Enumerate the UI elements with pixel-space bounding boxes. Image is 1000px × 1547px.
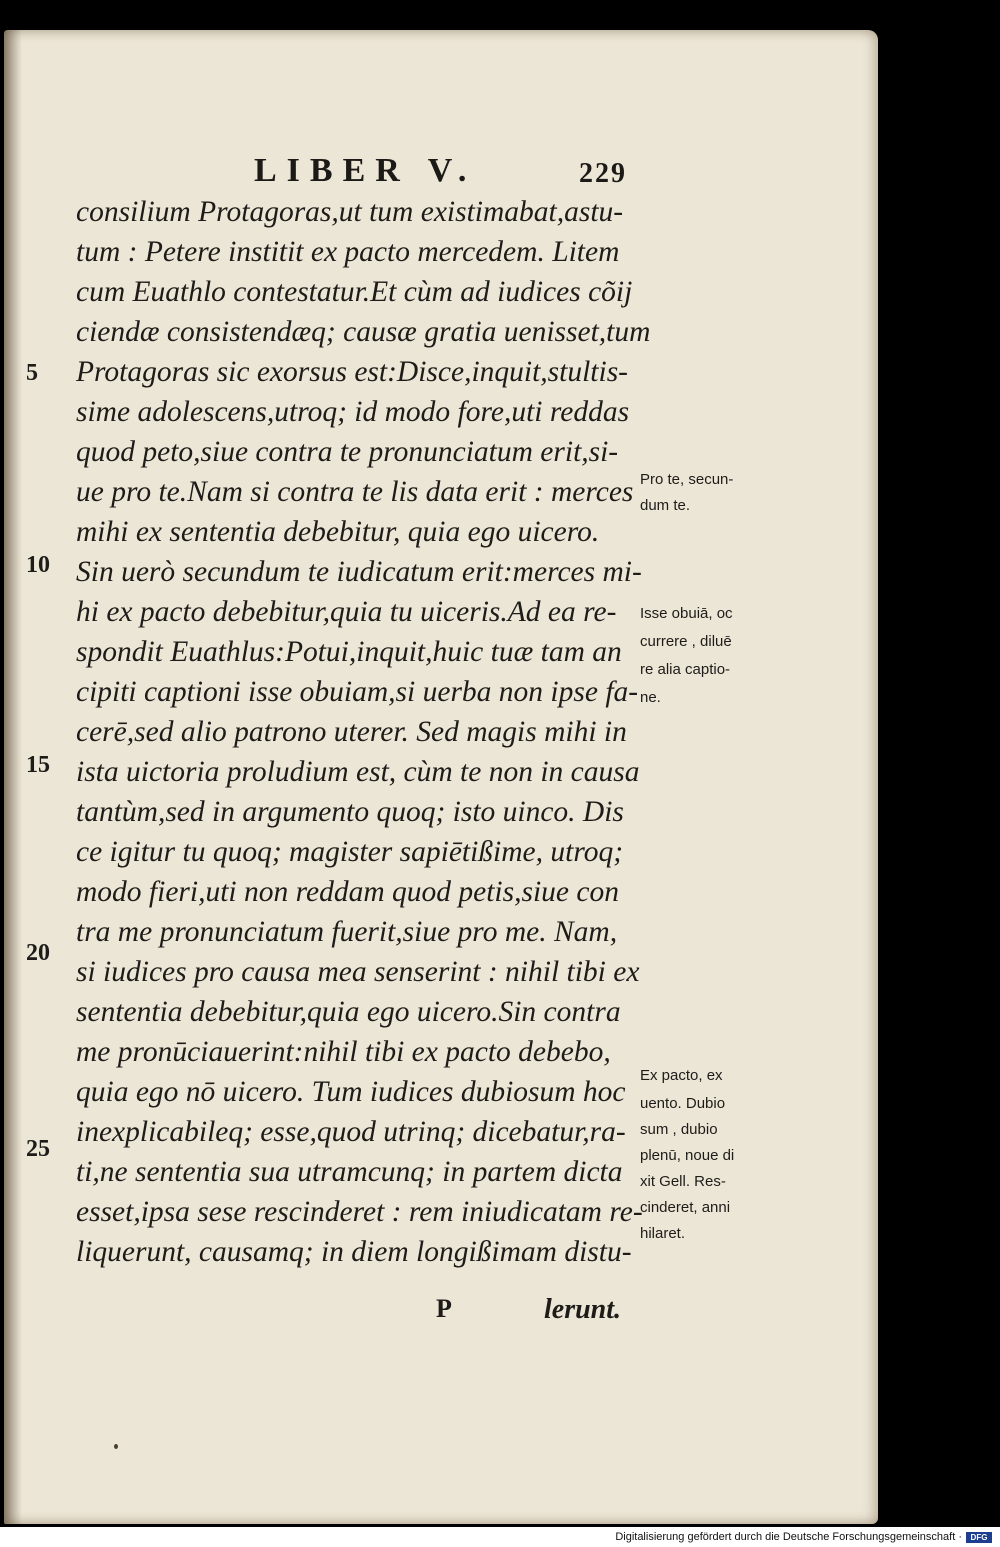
margin-note-line: plenū, noue di [640,1147,735,1164]
book-page [4,30,878,1524]
text-line: ue pro te.Nam si contra te lis data erit : merces [76,476,634,508]
text-line: cerē,sed alio patrono uterer. Sed magis mihi in [76,716,627,748]
margin-note-line: uento. Dubio [640,1095,726,1112]
text-line: consilium Protagoras,ut tum existimabat,astu- [76,196,624,228]
line-number: 20 [26,940,50,966]
text-line: me pronūciauerint:nihil tibi ex pacto debebo, [76,1036,611,1068]
margin-note-line: Pro te, secun- [640,471,734,488]
gutter-shadow [4,30,22,1524]
margin-note-line: xit Gell. Res- [640,1173,726,1190]
margin-note-line: re alia captio- [640,661,731,678]
running-head: LIBER V. [254,152,477,189]
line-number: 5 [26,360,38,386]
text-line: ce igitur tu quoq; magister sapiētißime, utroq; [76,836,624,868]
margin-note-line: dum te. [640,497,691,514]
text-line: sententia debebitur,quia ego uicero.Sin contra [76,996,621,1028]
footer-credit: Digitalisierung gefördert durch die Deutsche Forschungsgemeinschaft · [615,1531,962,1543]
ink-speck [114,1444,118,1449]
text-line: mihi ex sententia debebitur, quia ego uicero. [76,516,600,548]
text-line: Protagoras sic exorsus est:Disce,inquit,stultis- [76,356,629,388]
text-line: quod peto,siue contra te pronunciatum erit,si- [76,436,619,468]
text-line: liquerunt, causamq; in diem longißimam distu- [76,1236,632,1268]
text-line: cum Euathlo contestatur.Et cùm ad iudices cõij [76,276,633,308]
margin-note-line: currere , diluē [640,633,732,650]
line-number: 15 [26,752,50,778]
margin-note-line: Isse obuiā, oc [640,605,733,622]
text-line: ti,ne sententia sua utramcunq; in partem dicta [76,1156,623,1188]
text-line: inexplicabileq; esse,quod utrinq; dicebatur,ra- [76,1116,626,1148]
margin-note-line: hilaret. [640,1225,686,1242]
line-number: 25 [26,1136,50,1162]
text-line: quia ego nō uicero. Tum iudices dubiosum hoc [76,1076,626,1108]
text-line: modo fieri,uti non reddam quod petis,siue con [76,876,619,908]
text-line: spondit Euathlus:Potui,inquit,huic tuæ tam an [76,636,622,668]
dfg-logo-icon: DFG [966,1532,992,1543]
text-line: tra me pronunciatum fuerit,siue pro me. Nam, [76,916,618,948]
catchword: lerunt. [544,1294,622,1325]
line-number: 10 [26,552,50,578]
margin-note-line: Ex pacto, ex [640,1067,723,1084]
text-line: si iudices pro causa mea senserint : nihil tibi ex [76,956,640,988]
text-line: esset,ipsa sese rescinderet : rem iniudicatam re- [76,1196,643,1228]
signature-mark: P [436,1294,452,1323]
page-number: 229 [579,158,627,189]
footer-bar [0,1527,1000,1547]
margin-note-line: sum , dubio [640,1121,718,1138]
text-line: hi ex pacto debebitur,quia tu uiceris.Ad ea re- [76,596,617,628]
text-line: Sin uerò secundum te iudicatum erit:merces mi- [76,556,642,588]
margin-note-line: ne. [640,689,661,706]
margin-note-line: cinderet, anni [640,1199,731,1216]
text-line: ciendæ consistendæq; causæ gratia uenisset,tum [76,316,651,348]
text-line: ista uictoria proludium est, cùm te non in causa [76,756,640,788]
text-line: sime adolescens,utroq; id modo fore,uti reddas [76,396,630,428]
text-line: tum : Petere institit ex pacto mercedem. Litem [76,236,620,268]
text-line: tantùm,sed in argumento quoq; isto uinco. Dis [76,796,624,828]
text-line: cipiti captioni isse obuiam,si uerba non ipse fa- [76,676,639,708]
